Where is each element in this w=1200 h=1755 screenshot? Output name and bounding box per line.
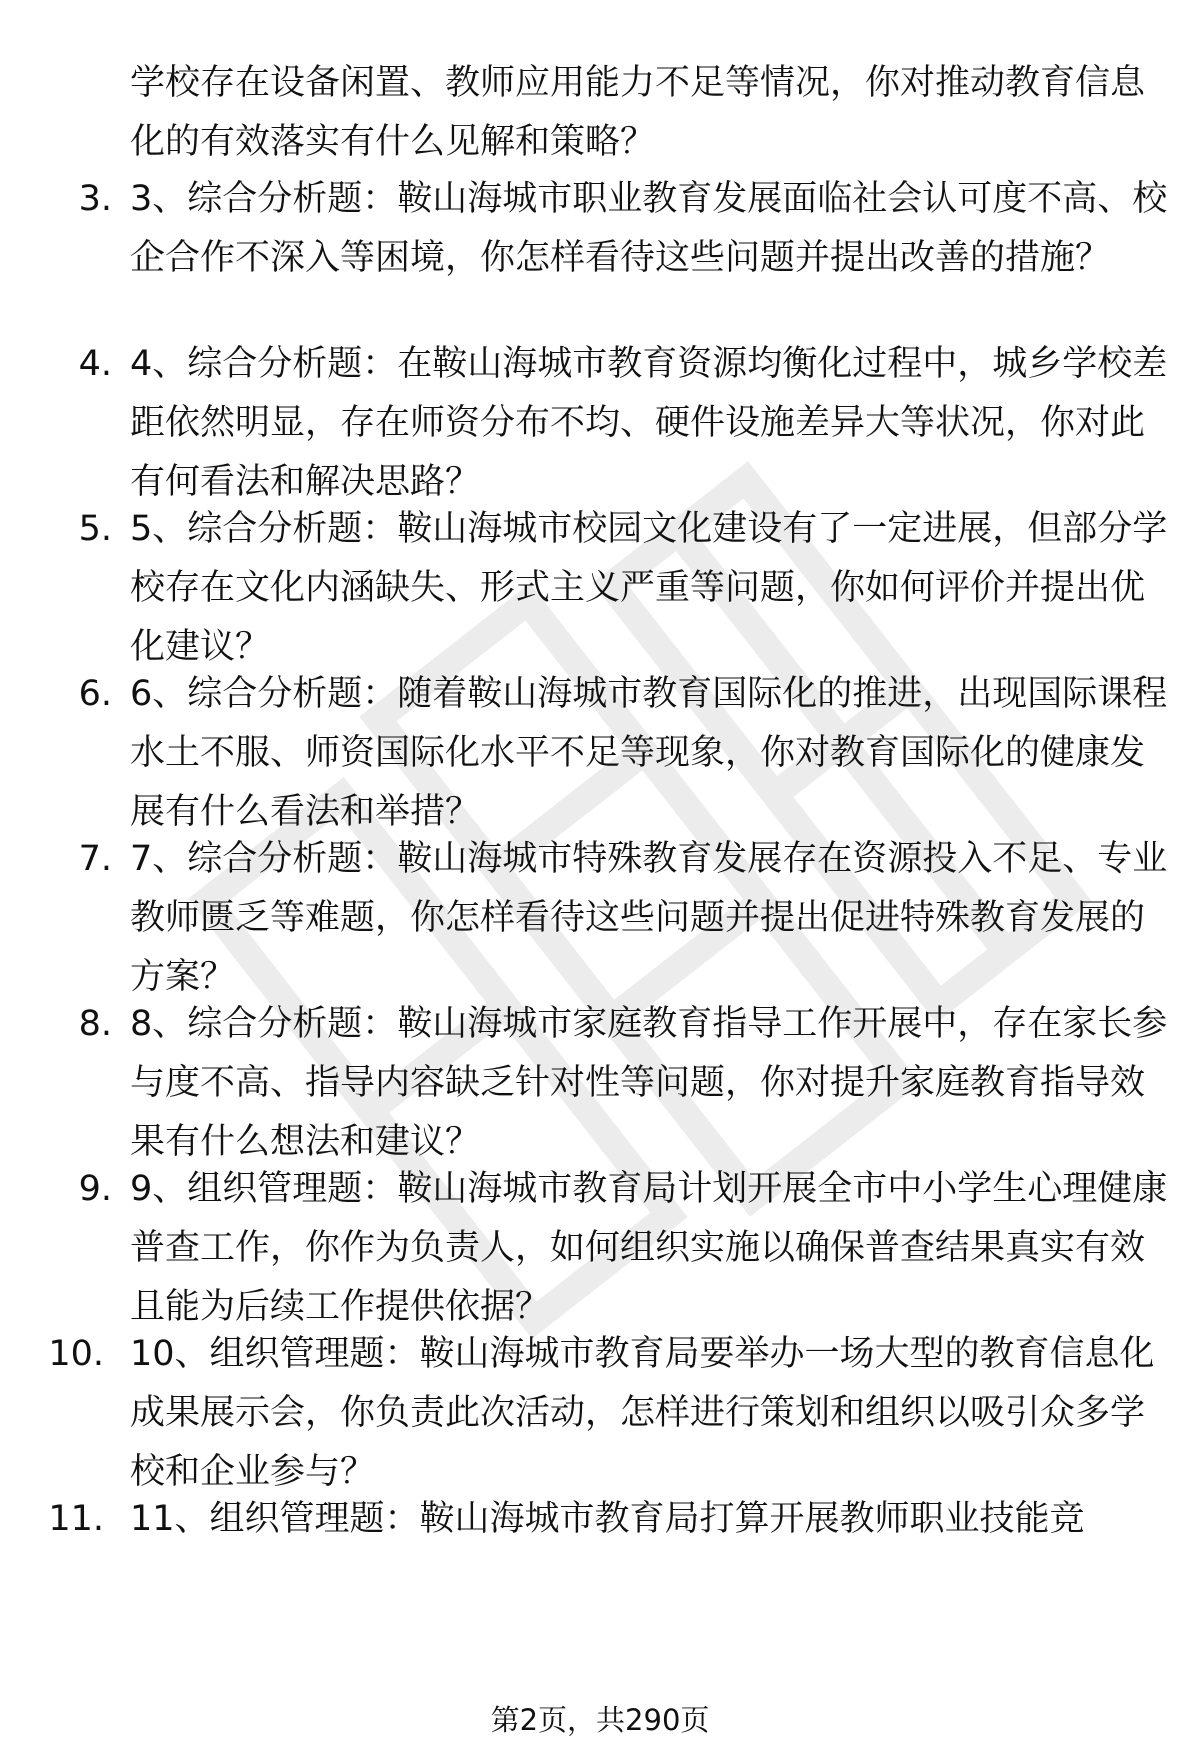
list-item-number: 9.: [78, 1169, 112, 1209]
list-item-text: 7、综合分析题：鞍山海城市特殊教育发展存在资源投入不足、专业教师匮乏等难题，你怎样看待这些问题并提出促进特殊教育发展的方案？: [130, 839, 1168, 997]
list-item-number: 7.: [78, 839, 112, 879]
list-item-number: 8.: [78, 1004, 112, 1044]
list-item-text: 11、组织管理题：鞍山海城市教育局打算开展教师职业技能竞: [130, 1499, 1085, 1539]
list-item-number: 3.: [78, 179, 112, 219]
list-item-number: 10.: [48, 1334, 104, 1374]
list-item-number: 5.: [78, 509, 112, 549]
list-item-text: 5、综合分析题：鞍山海城市校园文化建设有了一定进展，但部分学校存在文化内涵缺失、形式主义严重等问题，你如何评价并提出优化建议？: [130, 509, 1168, 667]
list-item-text: 9、组织管理题：鞍山海城市教育局计划开展全市中小学生心理健康普查工作，你作为负责人，如何组织实施以确保普查结果真实有效且能为后续工作提供依据？: [130, 1169, 1168, 1327]
list-item-number: 6.: [78, 674, 112, 714]
carryover-paragraph: 学校存在设备闲置、教师应用能力不足等情况，你对推动教育信息化的有效落实有什么见解和策略？: [130, 63, 1146, 162]
list-item-text: 4、综合分析题：在鞍山海城市教育资源均衡化过程中，城乡学校差距依然明显，存在师资分布不均、硬件设施差异大等状况，你对此有何看法和解决思路？: [130, 344, 1168, 502]
list-item-number: 11.: [48, 1499, 104, 1539]
list-item-text: 10、组织管理题：鞍山海城市教育局要举办一场大型的教育信息化成果展示会，你负责此次活动，怎样进行策划和组织以吸引众多学校和企业参与？: [130, 1334, 1155, 1492]
list-item-number: 4.: [78, 344, 112, 384]
page-footer: 第2页，共290页: [490, 1703, 710, 1737]
list-item-text: 8、综合分析题：鞍山海城市家庭教育指导工作开展中，存在家长参与度不高、指导内容缺乏针对性等问题，你对提升家庭教育指导效果有什么想法和建议？: [130, 1004, 1168, 1162]
list-item-text: 6、综合分析题：随着鞍山海城市教育国际化的推进，出现国际课程水土不服、师资国际化水平不足等现象，你对教育国际化的健康发展有什么看法和举措？: [130, 674, 1168, 832]
list-item-text: 3、综合分析题：鞍山海城市职业教育发展面临社会认可度不高、校企合作不深入等困境，你怎样看待这些问题并提出改善的措施？: [130, 179, 1168, 278]
